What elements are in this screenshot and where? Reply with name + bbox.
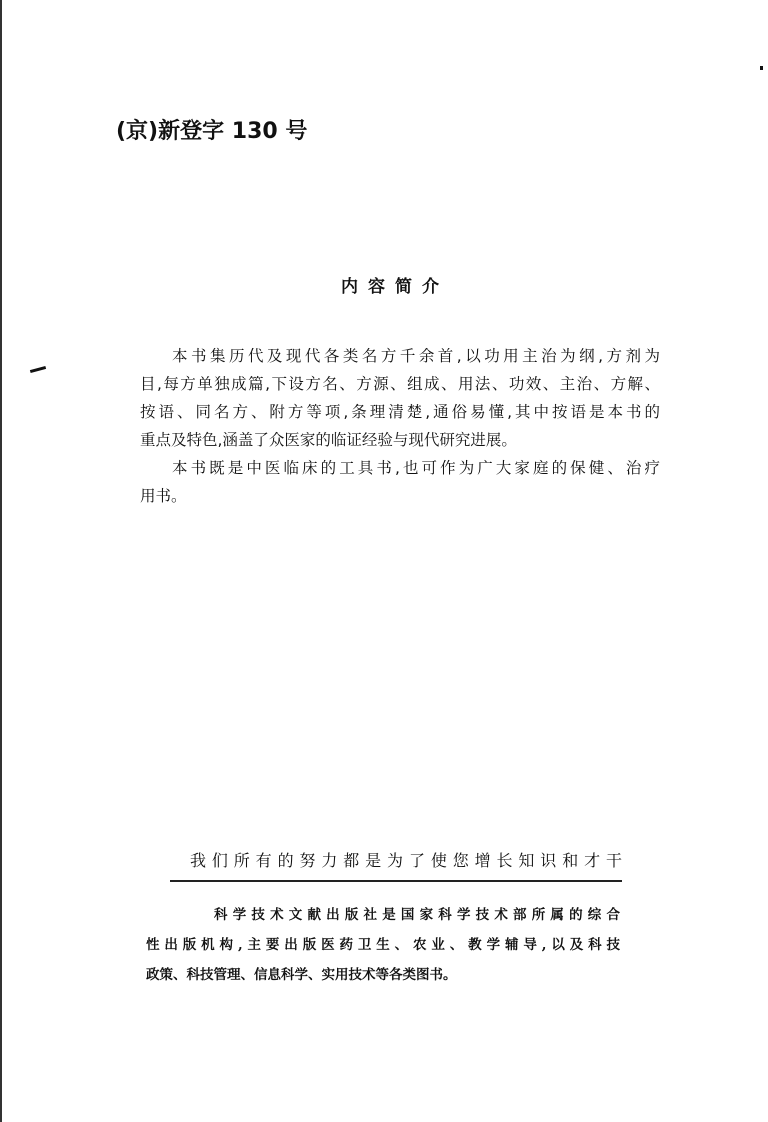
summary-line: 重点及特色,涵盖了众医家的临证经验与现代研究进展。 — [140, 431, 517, 449]
registration-number: (京)新登字 130 号 — [116, 119, 308, 144]
publisher-slogan: 我们所有的努力都是为了使您增长知识和才干 — [190, 851, 622, 870]
publisher-line: 政策、科技管理、信息科学、实用技术等各类图书。 — [146, 967, 457, 983]
scan-dot — [760, 66, 763, 70]
summary-line: 本书既是中医临床的工具书,也可作为广大家庭的保健、治疗 — [172, 459, 660, 477]
summary-line: 用书。 — [140, 487, 187, 505]
publisher-line: 性出版机构,主要出版医药卫生、农业、教学辅导,以及科技 — [146, 937, 620, 953]
scan-mark — [30, 366, 46, 373]
divider-rule — [170, 880, 622, 882]
summary-line: 按语、同名方、附方等项,条理清楚,通俗易懂,其中按语是本书的 — [140, 403, 660, 421]
summary-title: 内容简介 — [341, 277, 449, 297]
summary-line: 本书集历代及现代各类名方千余首,以功用主治为纲,方剂为 — [172, 347, 660, 365]
publisher-line: 科学技术文献出版社是国家科学技术部所属的综合 — [214, 907, 620, 923]
summary-line: 目,每方单独成篇,下设方名、方源、组成、用法、功效、主治、方解、 — [140, 375, 660, 393]
page-edge — [0, 0, 2, 1122]
